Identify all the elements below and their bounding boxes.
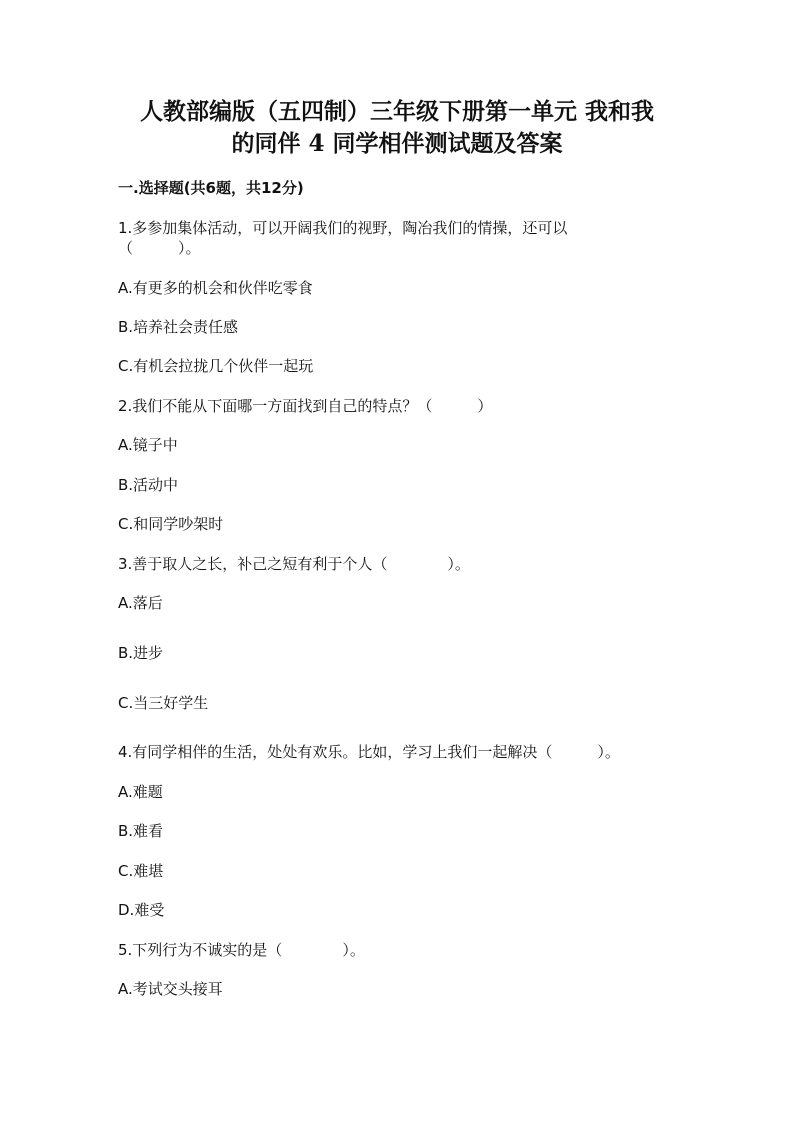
question-5-option-a: A.考试交头接耳 [118, 980, 223, 998]
question-1-option-c: C.有机会拉拢几个伙伴一起玩 [118, 357, 314, 375]
question-4-option-b: B.难看 [118, 822, 164, 840]
question-3-option-a: A.落后 [118, 594, 163, 612]
document-title-line-2: 的同伴 4 同学相伴测试题及答案 [231, 130, 563, 157]
question-4-option-d: D.难受 [118, 901, 165, 919]
section-heading: 一.选择题(共6题，共12分) [118, 179, 304, 197]
question-3-stem: 3.善于取人之长，补己之短有利于个人（ ）。 [118, 555, 470, 573]
question-3-option-b: B.进步 [118, 644, 164, 662]
question-2-option-b: B.活动中 [118, 476, 179, 494]
question-4-stem: 4.有同学相伴的生活，处处有欢乐。比如，学习上我们一起解决（ ）。 [118, 743, 620, 761]
question-1-option-b: B.培养社会责任感 [118, 318, 239, 336]
question-4-option-a: A.难题 [118, 783, 163, 801]
question-2-option-a: A.镜子中 [118, 436, 178, 454]
question-1-stem-line-1: 1.多参加集体活动，可以开阔我们的视野，陶冶我们的情操，还可以 [118, 219, 568, 237]
question-2-stem: 2.我们不能从下面哪一方面找到自己的特点？（ ） [118, 397, 493, 415]
question-3-option-c: C.当三好学生 [118, 694, 209, 712]
question-5-stem: 5.下列行为不诚实的是（ ）。 [118, 941, 365, 959]
question-2-option-c: C.和同学吵架时 [118, 515, 224, 533]
question-4-option-c: C.难堪 [118, 862, 164, 880]
document-title-line-1: 人教部编版（五四制）三年级下册第一单元 我和我 [139, 98, 654, 125]
question-1-stem-line-2: （ ）。 [118, 239, 201, 257]
question-1-option-a: A.有更多的机会和伙伴吃零食 [118, 279, 313, 297]
